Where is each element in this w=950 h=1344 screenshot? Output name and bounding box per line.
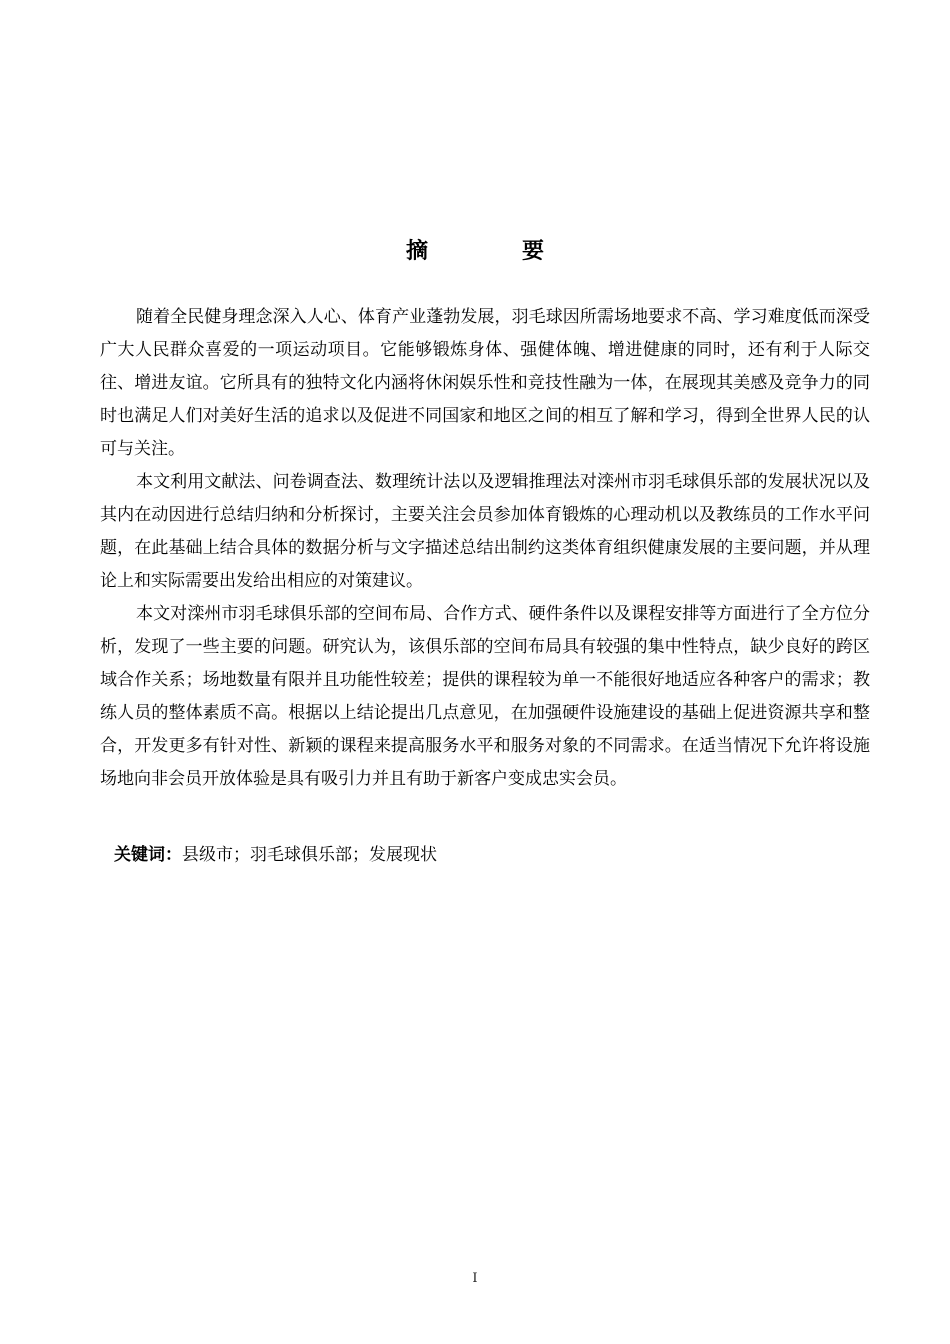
abstract-title: 摘 要: [405, 239, 580, 264]
abstract-paragraph-1: 随着全民健身理念深入人心、体育产业蓬勃发展，羽毛球因所需场地要求不高、学习难度低而深受广大人民群众喜爱的一项运动项目。它能够锻炼身体、强健体魄、增进健康的同时，还有利于人际交往、增进友谊。它所具有的独特文化内涵将休闲娱乐性和竞技性融为一体，在展现其美感及竞争力的同时也满足人们对美好生活的追求以及促进不同国家和地区之间的相互了解和学习，得到全世界人民的认可与关注。: [100, 307, 870, 459]
keywords-label: 关键词：: [114, 845, 182, 865]
abstract-paragraph-3: 本文对滦州市羽毛球俱乐部的空间布局、合作方式、硬件条件以及课程安排等方面进行了全方位分析，发现了一些主要的问题。研究认为，该俱乐部的空间布局具有较强的集中性特点，缺少良好的跨区域合作关系；场地数量有限并且功能性较差；提供的课程较为单一不能很好地适应各种客户的需求；教练人员的整体素质不高。根据以上结论提出几点意见，在加强硬件设施建设的基础上促进资源共享和整合，开发更多有针对性、新颖的课程来提高服务水平和服务对象的不同需求。在适当情况下允许将设施场地向非会员开放体验是具有吸引力并且有助于新客户变成忠实会员。: [100, 604, 870, 789]
keywords-line: [114, 839, 874, 871]
abstract-body: [100, 301, 870, 796]
page-number: I: [472, 1271, 478, 1286]
abstract-paragraph-2: 本文利用文献法、问卷调查法、数理统计法以及逻辑推理法对滦州市羽毛球俱乐部的发展状况以及其内在动因进行总结归纳和分析探讨，主要关注会员参加体育锻炼的心理动机以及教练员的工作水平问题，在此基础上结合具体的数据分析与文字描述总结出制约这类体育组织健康发展的主要问题，并从理论上和实际需要出发给出相应的对策建议。: [100, 472, 870, 591]
keywords-value: 县级市；羽毛球俱乐部；发展现状: [182, 845, 437, 865]
